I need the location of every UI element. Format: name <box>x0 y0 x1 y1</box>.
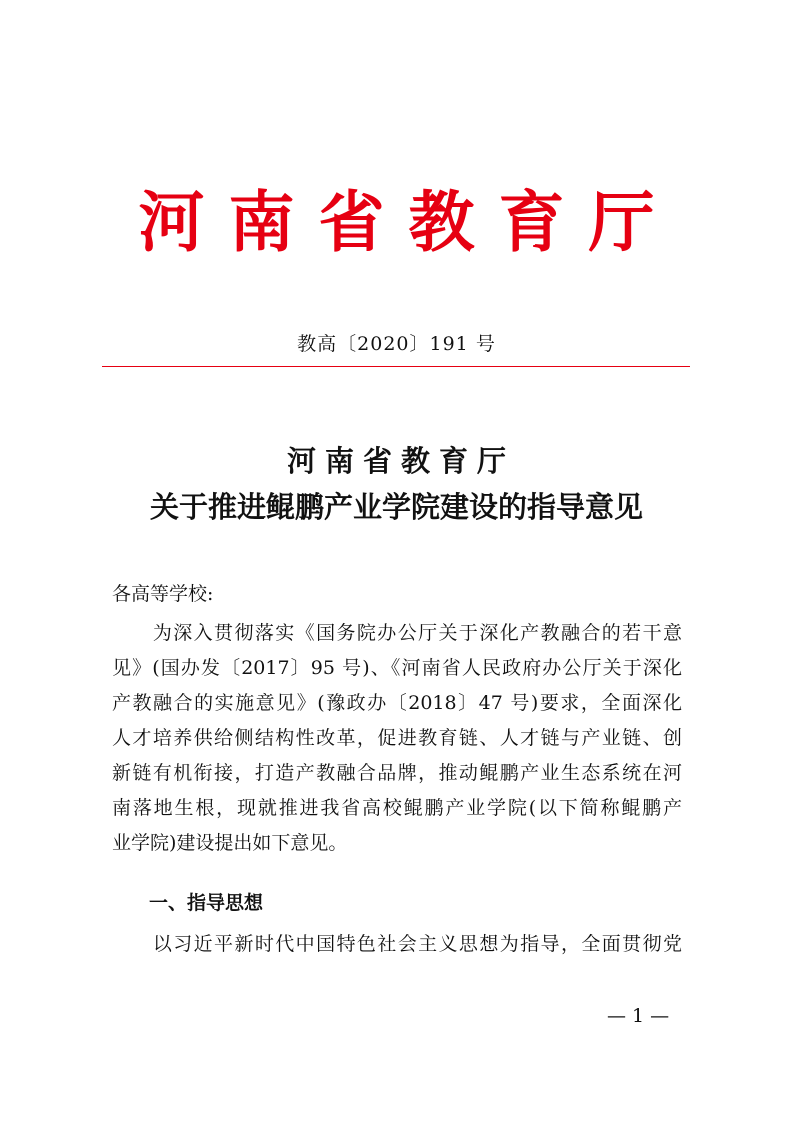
page-number: — 1 — <box>607 1005 670 1027</box>
document-title-line-2: 关于推进鲲鹏产业学院建设的指导意见 <box>149 490 643 524</box>
paragraph-line: 南落地生根，现就推进我省高校鲲鹏产业学院(以下简称鲲鹏产 <box>112 797 682 819</box>
paragraph-line: 以习近平新时代中国特色社会主义思想为指导，全面贯彻党 <box>112 933 682 955</box>
paragraph-line: 人才培养供给侧结构性改革，促进教育链、人才链与产业链、创 <box>112 727 682 749</box>
issuing-agency-masthead: 河南省教育厅 <box>138 183 679 261</box>
paragraph-line: 新链有机衔接，打造产教融合品牌，推动鲲鹏产业生态系统在河 <box>112 762 682 784</box>
section-heading-guiding-ideology: 一、指导思想 <box>149 892 264 914</box>
section-paragraph <box>112 927 682 962</box>
paragraph-line: 业学院)建设提出如下意见。 <box>112 832 348 854</box>
red-separator-line <box>102 366 690 367</box>
document-number: 教高〔2020〕191 号 <box>297 333 496 355</box>
paragraph-line: 见》(国办发〔2017〕95 号)、《河南省人民政府办公厅关于深化 <box>112 657 682 679</box>
salutation: 各高等学校: <box>112 583 214 605</box>
document-title-line-1: 河南省教育厅 <box>286 444 515 478</box>
paragraph-line: 为深入贯彻落实《国务院办公厅关于深化产教融合的若干意 <box>112 622 682 644</box>
intro-paragraph <box>112 616 682 861</box>
paragraph-line: 产教融合的实施意见》(豫政办〔2018〕47 号)要求，全面深化 <box>112 692 682 714</box>
